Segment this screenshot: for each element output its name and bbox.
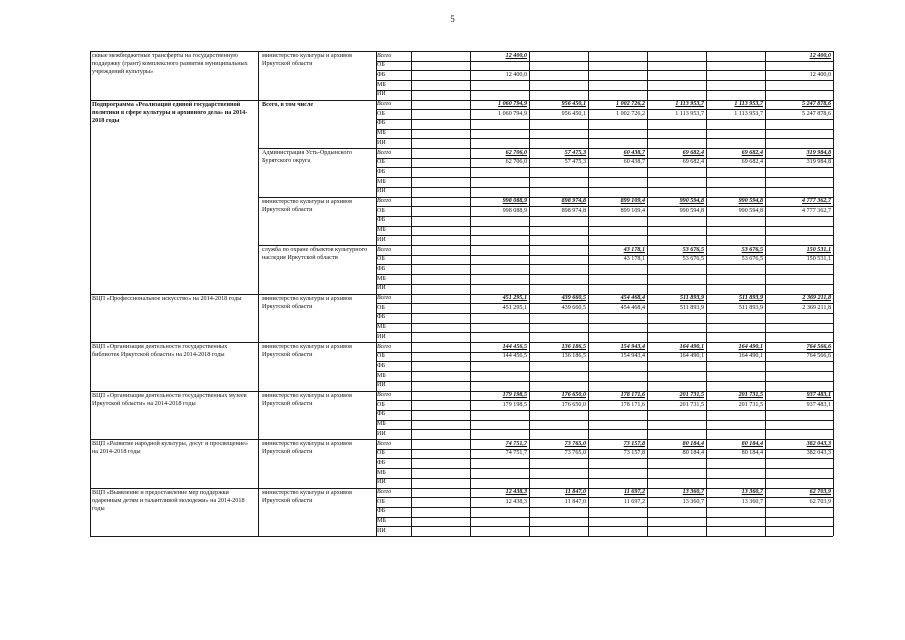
value-cell: 13 360,7 — [682, 498, 704, 505]
value-cell: 956 450,1 — [561, 110, 586, 117]
value-cell: 4 777 362,7 — [802, 198, 831, 204]
funding-source: МБ — [377, 324, 386, 331]
value-cell: 899 109,4 — [620, 198, 645, 204]
funding-source: ОБ — [377, 110, 385, 117]
program-name: ВЦП «Организация деятельности государственных музеев Иркутской области» на 2014-2018 годы — [92, 391, 247, 407]
value-cell: 53 676,5 — [741, 256, 763, 263]
value-cell: 1 060 794,9 — [498, 101, 527, 107]
col-rule — [470, 51, 471, 536]
value-cell: 69 682,4 — [741, 149, 763, 156]
executor-name: министерство культуры и архивов Иркутской области — [262, 440, 353, 456]
value-cell: 937 483,1 — [806, 392, 831, 398]
row-rule — [90, 342, 833, 343]
funding-source: МБ — [377, 130, 386, 137]
funding-source: МБ — [377, 178, 386, 185]
value-cell: 13 360,7 — [682, 489, 704, 495]
funding-source: ФБ — [377, 71, 386, 78]
funding-source: МБ — [377, 421, 386, 428]
value-cell: 2 369 211,8 — [802, 304, 831, 311]
funding-source: ОБ — [377, 304, 385, 311]
value-cell: 178 171,6 — [620, 392, 645, 398]
value-cell: 2 369 211,8 — [802, 295, 831, 301]
funding-source: ОБ — [377, 159, 385, 166]
value-cell: 11 847,0 — [565, 489, 586, 495]
value-cell: 73 765,0 — [564, 440, 586, 447]
value-cell: 12 438,3 — [505, 498, 527, 505]
program-name: ВЦП «Выявление и предоставление мер поддержки одаренным детям и талантливой молодежи» на 2014-2018 годы — [92, 488, 245, 512]
value-cell: 136 186,5 — [561, 353, 586, 360]
value-cell: 511 893,9 — [738, 295, 763, 301]
value-cell: 1 113 953,7 — [734, 101, 763, 107]
funding-source: МБ — [377, 227, 386, 234]
value-cell: 201 731,5 — [679, 401, 704, 408]
funding-source: ФБ — [377, 411, 386, 418]
value-cell: 69 682,4 — [682, 159, 704, 166]
value-cell: 11 697,2 — [623, 498, 645, 505]
row-rule — [90, 488, 833, 489]
funding-source: ФБ — [377, 362, 386, 369]
value-cell: 201 731,5 — [738, 392, 763, 398]
col-rule — [258, 51, 259, 536]
funding-source: ОБ — [377, 450, 385, 457]
funding-source: ИИ — [377, 236, 386, 243]
value-cell: 11 697,2 — [624, 489, 645, 495]
value-cell: 998 088,9 — [502, 207, 527, 214]
value-cell: 154 943,4 — [620, 353, 645, 360]
value-cell: 451 295,1 — [502, 304, 527, 311]
row-rule — [90, 439, 833, 440]
value-cell: 53 676,5 — [682, 246, 704, 253]
funding-source: ИИ — [377, 188, 386, 195]
funding-source: Всего — [377, 343, 392, 350]
value-cell: 73 157,8 — [623, 440, 645, 447]
value-cell: 511 893,9 — [679, 295, 704, 301]
executor-name: министерство культуры и архивов Иркутской области — [262, 52, 353, 68]
funding-source: ФБ — [377, 120, 386, 127]
executor-name: министерство культуры и архивов Иркутской области — [262, 294, 353, 310]
value-cell: 164 490,1 — [738, 343, 763, 350]
row-rule — [90, 294, 833, 295]
value-cell: 898 974,8 — [561, 207, 586, 214]
value-cell: 150 531,1 — [806, 246, 831, 253]
value-cell: 12 400,0 — [505, 52, 527, 59]
funding-source: ФБ — [377, 265, 386, 272]
value-cell: 990 594,8 — [679, 198, 704, 204]
value-cell: 4 777 362,7 — [802, 207, 831, 214]
value-cell: 80 184,4 — [741, 440, 763, 447]
col-rule — [529, 51, 530, 536]
executor-name: Администрация Усть-Ордынского Бурятского округа — [262, 149, 352, 165]
funding-source: ФБ — [377, 459, 386, 466]
col-rule — [647, 51, 648, 536]
value-cell: 176 650,0 — [561, 401, 586, 408]
row-rule — [90, 100, 833, 101]
value-cell: 150 531,1 — [806, 256, 831, 263]
funding-source: Всего — [377, 295, 392, 301]
col-rule — [588, 51, 589, 536]
program-name: Подпрограмма «Реализация единой государственной политики в сфере культуры и архивного дела» на 2014-2018 годы — [92, 100, 248, 124]
value-cell: 62 703,9 — [809, 498, 831, 505]
col-rule — [833, 51, 834, 536]
funding-source: МБ — [377, 81, 386, 88]
value-cell: 451 295,1 — [502, 295, 527, 301]
value-cell: 1 002 726,2 — [616, 110, 645, 117]
funding-source: Всего — [377, 52, 392, 59]
value-cell: 60 438,7 — [623, 159, 645, 166]
value-cell: 80 184,4 — [741, 450, 763, 457]
funding-source: ИИ — [377, 285, 386, 292]
value-cell: 990 594,8 — [738, 207, 763, 214]
value-cell: 179 198,5 — [502, 392, 527, 398]
value-cell: 511 893,9 — [738, 304, 763, 311]
value-cell: 178 171,6 — [620, 401, 645, 408]
value-cell: 454 468,4 — [620, 304, 645, 311]
value-cell: 1 002 726,2 — [616, 101, 645, 107]
funding-source: Всего — [377, 440, 392, 447]
funding-source: Всего — [377, 149, 392, 156]
value-cell: 764 566,6 — [806, 343, 831, 350]
col-rule — [90, 51, 91, 536]
value-cell: 62 706,0 — [505, 159, 527, 166]
program-name: ВЦП «Развитие народной культуры, досуг и просвещение» на 2014-2018 годы — [92, 440, 248, 456]
value-cell: 43 178,1 — [623, 246, 645, 253]
col-rule — [765, 51, 766, 536]
value-cell: 1 113 953,7 — [675, 101, 704, 107]
value-cell: 998 088,9 — [502, 198, 527, 204]
value-cell: 69 682,4 — [741, 159, 763, 166]
funding-source: ИИ — [377, 527, 386, 534]
value-cell: 62 706,0 — [505, 149, 527, 156]
value-cell: 12 438,3 — [505, 489, 527, 495]
col-rule — [706, 51, 707, 536]
executor-name: министерство культуры и архивов Иркутской области — [262, 343, 353, 359]
program-name: сквые межбюджетные трансферты на государственную поддержку (грант) комплексного развития муниципальных учреждений культуры» — [92, 52, 248, 76]
value-cell: 5 247 878,6 — [802, 101, 831, 107]
value-cell: 164 490,1 — [679, 353, 704, 360]
funding-source: ОБ — [377, 498, 385, 505]
row-rule — [90, 536, 833, 537]
value-cell: 1 113 953,7 — [675, 110, 704, 117]
value-cell: 11 847,0 — [564, 498, 586, 505]
value-cell: 144 456,5 — [502, 353, 527, 360]
row-rule — [90, 391, 833, 392]
value-cell: 13 360,7 — [741, 489, 763, 495]
page-number: 5 — [450, 14, 455, 24]
value-cell: 176 650,0 — [561, 392, 586, 398]
funding-source: МБ — [377, 372, 386, 379]
program-name: ВЦП «Профессиональное искусство» на 2014-2018 годы — [92, 294, 242, 302]
value-cell: 382 043,3 — [806, 450, 831, 457]
value-cell: 439 660,5 — [561, 295, 586, 301]
funding-source: ФБ — [377, 314, 386, 321]
executor-name: служба по охране объектов культурного наследия Иркутской области — [262, 246, 368, 262]
value-cell: 154 943,4 — [620, 343, 645, 350]
funding-source: ФБ — [377, 508, 386, 515]
value-cell: 43 178,1 — [623, 256, 645, 263]
funding-source: ОБ — [377, 256, 385, 263]
value-cell: 12 400,0 — [809, 52, 831, 59]
value-cell: 382 043,3 — [806, 440, 831, 447]
value-cell: 1 113 953,7 — [734, 110, 763, 117]
executor-name: министерство культуры и архивов Иркутской области — [262, 197, 353, 213]
value-cell: 69 682,4 — [682, 149, 704, 156]
value-cell: 73 157,8 — [623, 450, 645, 457]
value-cell: 201 731,5 — [679, 392, 704, 398]
value-cell: 80 184,4 — [682, 450, 704, 457]
funding-source: МБ — [377, 469, 386, 476]
program-name: ВЦП «Организация деятельности государственных библиотек Иркутской области» на 2014-2018 годы — [92, 343, 228, 359]
row-rule — [90, 51, 833, 52]
value-cell: 74 751,7 — [505, 440, 527, 447]
value-cell: 53 676,5 — [741, 246, 763, 253]
value-cell: 1 060 794,9 — [498, 110, 527, 117]
value-cell: 454 468,4 — [620, 295, 645, 301]
value-cell: 179 198,5 — [502, 401, 527, 408]
funding-source: ОБ — [377, 353, 385, 360]
value-cell: 164 490,1 — [679, 343, 704, 350]
value-cell: 60 438,7 — [623, 149, 645, 156]
funding-source: ОБ — [377, 401, 385, 408]
value-cell: 5 247 878,6 — [802, 110, 831, 117]
value-cell: 12 400,0 — [809, 71, 831, 78]
funding-source: Всего — [377, 198, 392, 204]
value-cell: 764 566,6 — [806, 353, 831, 360]
funding-source: ИИ — [377, 91, 386, 98]
value-cell: 511 893,9 — [679, 304, 704, 311]
funding-source: ФБ — [377, 168, 386, 175]
value-cell: 53 676,5 — [682, 256, 704, 263]
value-cell: 74 751,7 — [505, 450, 527, 457]
value-cell: 990 594,8 — [738, 198, 763, 204]
value-cell: 80 184,4 — [682, 440, 704, 447]
value-cell: 319 984,8 — [806, 149, 831, 156]
funding-source: МБ — [377, 518, 386, 525]
col-rule — [376, 51, 377, 536]
col-rule — [411, 51, 412, 536]
value-cell: 73 765,0 — [564, 450, 586, 457]
value-cell: 956 450,1 — [561, 101, 586, 107]
funding-source: ФБ — [377, 217, 386, 224]
value-cell: 136 186,5 — [561, 343, 586, 350]
value-cell: 319 984,8 — [806, 159, 831, 166]
value-cell: 13 360,7 — [741, 498, 763, 505]
value-cell: 57 475,3 — [564, 159, 586, 166]
value-cell: 898 974,8 — [561, 198, 586, 204]
funding-source: ИИ — [377, 333, 386, 340]
value-cell: 62 703,9 — [809, 489, 831, 495]
executor-name: Всего, в том числе — [262, 100, 314, 108]
value-cell: 899 109,4 — [620, 207, 645, 214]
value-cell: 990 594,8 — [679, 207, 704, 214]
value-cell: 439 660,5 — [561, 304, 586, 311]
funding-source: Всего — [377, 489, 392, 495]
funding-source: ИИ — [377, 430, 386, 437]
funding-source: Всего — [377, 246, 392, 253]
funding-source: ИИ — [377, 479, 386, 486]
funding-source: ОБ — [377, 207, 385, 214]
funding-source: МБ — [377, 275, 386, 282]
funding-source: Всего — [377, 392, 392, 398]
value-cell: 57 475,3 — [564, 149, 586, 156]
funding-source: ИИ — [377, 382, 386, 389]
value-cell: 164 490,1 — [738, 353, 763, 360]
executor-name: министерство культуры и архивов Иркутской области — [262, 391, 353, 407]
funding-source: ИИ — [377, 139, 386, 146]
value-cell: 12 400,0 — [505, 71, 527, 78]
value-cell: 937 483,1 — [806, 401, 831, 408]
value-cell: 201 731,5 — [738, 401, 763, 408]
value-cell: 144 456,5 — [502, 343, 527, 350]
executor-name: министерство культуры и архивов Иркутской области — [262, 488, 353, 504]
funding-source: ОБ — [377, 62, 385, 69]
funding-source: Всего — [377, 101, 392, 107]
